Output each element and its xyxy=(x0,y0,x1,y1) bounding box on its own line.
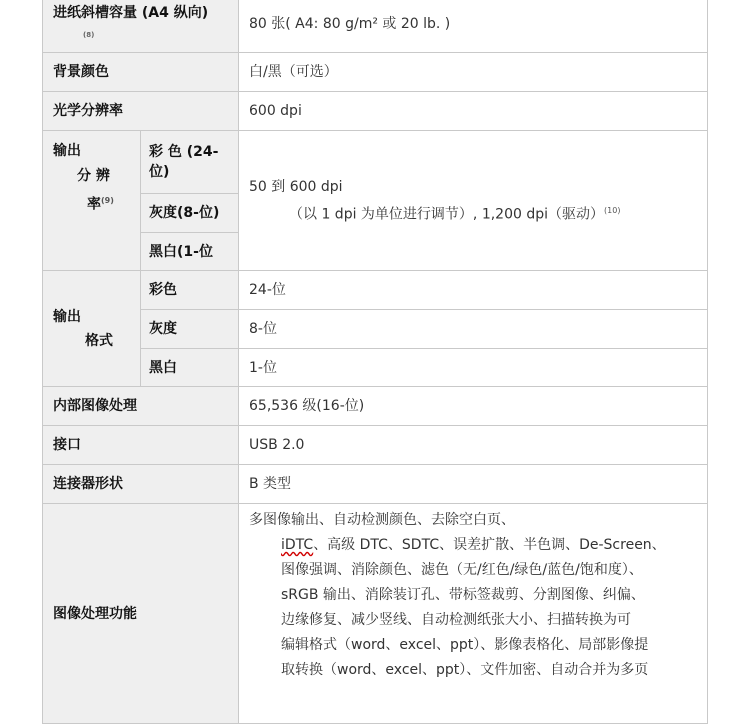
feature-line: 边缘修复、减少竖线、自动检测纸张大小、扫描转换为可 xyxy=(281,612,631,628)
footnote-ref: (8) xyxy=(83,30,95,39)
table-row xyxy=(43,310,708,349)
output-resolution-label: 输出 分 辨 率$^{(9)}$ xyxy=(43,131,141,271)
table-row xyxy=(43,271,708,310)
output-format-gray-label: 灰度 xyxy=(141,310,239,349)
output-format-bw-label: 黑白 xyxy=(141,349,239,387)
output-resolution-value: 50 到 600 dpi （以 1 dpi 为单位进行调节）, 1,200 dpi（驱动）$^{(10)}$ xyxy=(239,131,708,271)
output-res-bw-label: 黑白(1-位 xyxy=(141,233,239,271)
feature-line: 取转换（word、excel、ppt）、文件加密、自动合并为多页 xyxy=(281,662,649,678)
connector-shape-value: B 类型 xyxy=(239,465,708,504)
footnote-ref: (10) xyxy=(604,205,621,215)
output-format-color-value: 24-位 xyxy=(239,271,708,310)
feeder-capacity-label: 进纸斜槽容量 (A4 纵向) (8) xyxy=(43,0,239,53)
background-color-value: 白/黑（可选） xyxy=(239,53,708,92)
image-processing-value xyxy=(239,504,708,724)
output-format-gray-value: 8-位 xyxy=(239,310,708,349)
table-row xyxy=(43,53,708,92)
table-row xyxy=(43,504,708,724)
output-res-color-label: 彩 色 (24-位) xyxy=(141,131,239,194)
output-format-bw-value: 1-位 xyxy=(239,349,708,387)
feeder-capacity-value: 80 张( A4: 80 g/m² 或 20 lb. ) xyxy=(239,0,708,53)
internal-processing-value: 65,536 级(16-位) xyxy=(239,387,708,426)
optical-resolution-label: 光学分辨率 xyxy=(43,92,239,131)
output-res-gray-label: 灰度(8-位) xyxy=(141,194,239,233)
feature-line: sRGB 输出、消除装订孔、带标签裁剪、分割图像、纠偏、 xyxy=(281,587,645,603)
table-row xyxy=(43,131,708,194)
feature-line: 多图像输出、自动检测颜色、去除空白页、 xyxy=(249,512,515,528)
feature-line: iDTC、高级 DTC、SDTC、误差扩散、半色调、De-Screen、 xyxy=(281,537,666,553)
table-row xyxy=(43,465,708,504)
optical-resolution-value: 600 dpi xyxy=(239,92,708,131)
table-row xyxy=(43,349,708,387)
connector-shape-label: 连接器形状 xyxy=(43,465,239,504)
background-color-label: 背景颜色 xyxy=(43,53,239,92)
interface-label: 接口 xyxy=(43,426,239,465)
output-format-label: 输出 格式 xyxy=(43,271,141,387)
spec-table xyxy=(42,0,708,724)
table-row xyxy=(43,92,708,131)
table-row xyxy=(43,0,708,53)
feature-line: 图像强调、消除颜色、滤色（无/红色/绿色/蓝色/饱和度）、 xyxy=(281,562,643,578)
table-row xyxy=(43,387,708,426)
internal-processing-label: 内部图像处理 xyxy=(43,387,239,426)
output-format-color-label: 彩色 xyxy=(141,271,239,310)
table-row xyxy=(43,426,708,465)
footnote-ref: (9) xyxy=(101,196,114,205)
feature-line: 编辑格式（word、excel、ppt）、影像表格化、局部影像提 xyxy=(281,637,649,653)
image-processing-label: 图像处理功能 xyxy=(43,504,239,724)
interface-value: USB 2.0 xyxy=(239,426,708,465)
